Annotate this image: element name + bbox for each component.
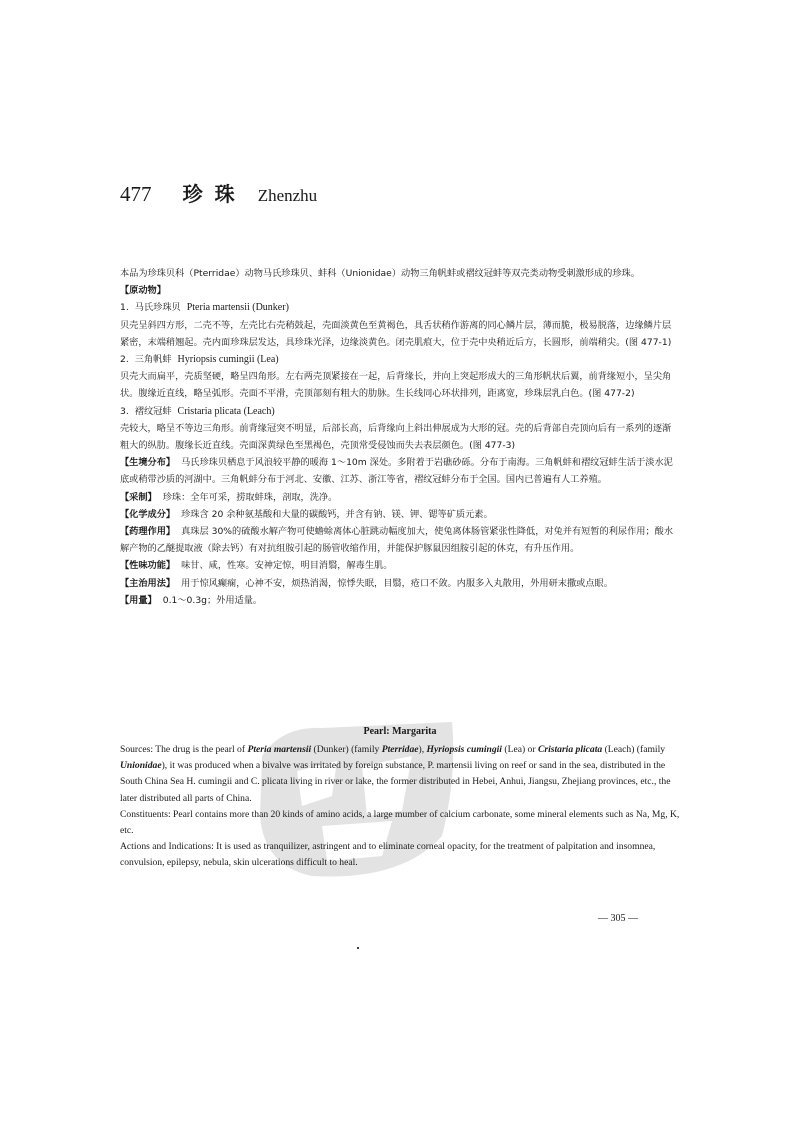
section-properties-heading: 【性味功能】 xyxy=(120,560,176,572)
section-chemistry-text: 珍珠含 20 余种氨基酸和大量的碳酸钙，并含有钠、镁、钾、锶等矿质元素。 xyxy=(181,508,493,520)
section-properties xyxy=(120,557,680,574)
english-constituents: Constituents: Pearl contains more than 20 kinds of amino acids, a large mumber of calcium carbonate, some mineral elements such as Na, Mg, K, etc. xyxy=(120,808,680,837)
page-number: — 305 — xyxy=(598,913,638,924)
sources-text-e: (Leach) (family xyxy=(602,744,666,755)
family-unionidae: Unionidae xyxy=(120,760,162,772)
sources-label: Sources: xyxy=(120,744,154,755)
animal-2-latin: Hyriopsis cumingii (Lea) xyxy=(177,354,279,366)
entry-title xyxy=(120,178,317,207)
section-chemistry xyxy=(120,506,680,523)
sources-text-a: The drug is the pearl of xyxy=(153,744,248,755)
animal-3-description: 壳较大，略呈不等边三角形。前背缘冠突不明显，后部长高，后背缘向上斜出伸展成为大形的冠。壳的后背部自壳顶向后有一系列的逐渐粗大的纵肋。腹缘长近直线。壳面深黄绿色至黑褐色，壳顶常受侵蚀而失去表层颜色。(图 477-3) xyxy=(120,422,672,452)
animal-1-description: 贝壳呈斜四方形，二壳不等，左壳比右壳稍鼓起，壳面淡黄色至黄褐色，具舌状稍作游离的同心鳞片层，薄而脆，极易脱落，边缘鳞片层紧密，末端稍翘起。壳内面珍珠层发达，具珍珠光泽，边缘淡黄色。闭壳肌痕大，位于壳中央稍近后方，长圆形，前端稍尖。(图 477-1) xyxy=(120,319,672,348)
animal-3-name: 褶纹冠蚌 xyxy=(134,405,172,417)
english-body xyxy=(120,742,682,872)
animal-1-number: 1. xyxy=(120,302,129,314)
species-hyriopsis: Hyriopsis cumingii xyxy=(426,744,502,755)
animal-1-latin: Pteria martensii (Dunker) xyxy=(186,302,289,314)
family-pterridae: Pterridae xyxy=(381,744,419,755)
section-dosage-text: 0.1～0.3g；外用适量。 xyxy=(162,594,263,606)
animal-1-name: 马氏珍珠贝 xyxy=(134,302,181,314)
section-indications xyxy=(120,575,680,592)
animal-3-latin: Cristaria plicata (Leach) xyxy=(177,405,275,417)
animal-3-header xyxy=(120,403,680,420)
section-pharmacology-heading: 【药理作用】 xyxy=(120,526,176,538)
sources-text-c: ), xyxy=(418,744,427,755)
entry-number: 477 xyxy=(120,182,152,206)
section-collection-heading: 【采制】 xyxy=(120,491,157,503)
animal-2-header xyxy=(120,351,680,368)
section-indications-text: 用于惊风癫痫，心神不安，烦热消渴，惊悸失眠，目翳，疮口不敛。内服多入丸散用，外用研末撒或点眼。 xyxy=(181,577,613,589)
species-pteria: Pteria martensii xyxy=(247,744,312,755)
animal-1-header xyxy=(120,299,680,316)
entry-title-chinese: 珍珠 xyxy=(182,182,247,206)
section-properties-text: 味甘、咸，性寒。安神定惊，明目消翳，解毒生肌。 xyxy=(181,560,393,572)
section-collection xyxy=(120,489,680,506)
section-habitat xyxy=(120,454,680,488)
section-chemistry-heading: 【化学成分】 xyxy=(120,508,176,520)
section-dosage-heading: 【用量】 xyxy=(120,594,157,606)
sources-text-d: (Lea) or xyxy=(501,744,538,755)
scan-dot xyxy=(357,947,359,949)
sources-text-f: ), it was produced when a bivalve was irritated by foreign substance, P. martensii living on reef or sand in the sea, distributed in the South China Sea H. cumingii and C. plicata living in river or lake, the former distributed in Hebei, Anhui, Jiangsu, Zhejiang provinces, etc., the later distributed all parts of China. xyxy=(120,760,671,804)
species-cristaria: Cristaria plicata xyxy=(537,744,603,755)
intro-paragraph: 本品为珍珠贝科（Pterridae）动物马氏珍珠贝、蚌科（Unionidae）动物三角帆蚌或褶纹冠蚌等双壳类动物受刺激形成的珍珠。 xyxy=(120,268,640,279)
section-indications-heading: 【主治用法】 xyxy=(120,577,176,589)
english-title: Pearl: Margarita xyxy=(363,726,437,737)
section-pharmacology-text: 真珠层 30%的硫酸水解产物可使蟾蜍离体心脏跳动幅度加大，使兔离体肠管紧张性降低，对兔并有短暂的利尿作用；酸水解产物的乙醚提取液（除去钙）有对抗组胺引起的肠管收缩作用，并能保护豚鼠因组胺引起的休克，有升压作用。 xyxy=(120,526,674,555)
english-actions: Actions and Indications: It is used as tranquilizer, astringent and to eliminate corneal opacity, for the treatment of palpitation and insomnea, convulsion, epilepsy, nebula, skin ulcerations difficult to heal. xyxy=(120,841,656,869)
original-animals-heading: 【原动物】 xyxy=(120,285,166,297)
sources-text-b: (Dunker) (family xyxy=(311,744,382,755)
animal-2-number: 2. xyxy=(120,354,129,366)
animal-2-name: 三角帆蚌 xyxy=(134,354,172,366)
animal-2-description: 贝壳大而扁平，壳质坚硬，略呈四角形。左右两壳顶紧接在一起，后背缘长，并向上突起形成大的三角形帆状后翼，前背缘短小，呈尖角状。腹缘近直线，略呈弧形。壳面不平滑，壳顶部刻有粗大的肋脉。生长线同心环状排列，距离宽，珍珠层乳白色。(图 477-2) xyxy=(120,371,672,400)
section-habitat-heading: 【生境分布】 xyxy=(120,457,176,469)
entry-title-pinyin: Zhenzhu xyxy=(257,186,318,205)
section-dosage xyxy=(120,592,680,609)
english-sources xyxy=(120,742,682,807)
section-pharmacology xyxy=(120,523,680,557)
section-collection-text: 珍珠：全年可采，捞取蚌珠，剖取，洗净。 xyxy=(162,491,338,503)
animal-3-number: 3. xyxy=(120,405,129,417)
chinese-body xyxy=(120,265,680,609)
section-habitat-text: 马氏珍珠贝栖息于风浪较平静的暖海 1～10m 深处。多附着于岩礁砂砾。分布于南海。三角帆蚌和褶纹冠蚌生活于淡水泥底或稍带沙质的河湖中。三角帆蚌分布于河北、安徽、江苏、浙江等省，褶纹冠蚌分布于全国。国内已普遍有人工养殖。 xyxy=(120,457,673,486)
